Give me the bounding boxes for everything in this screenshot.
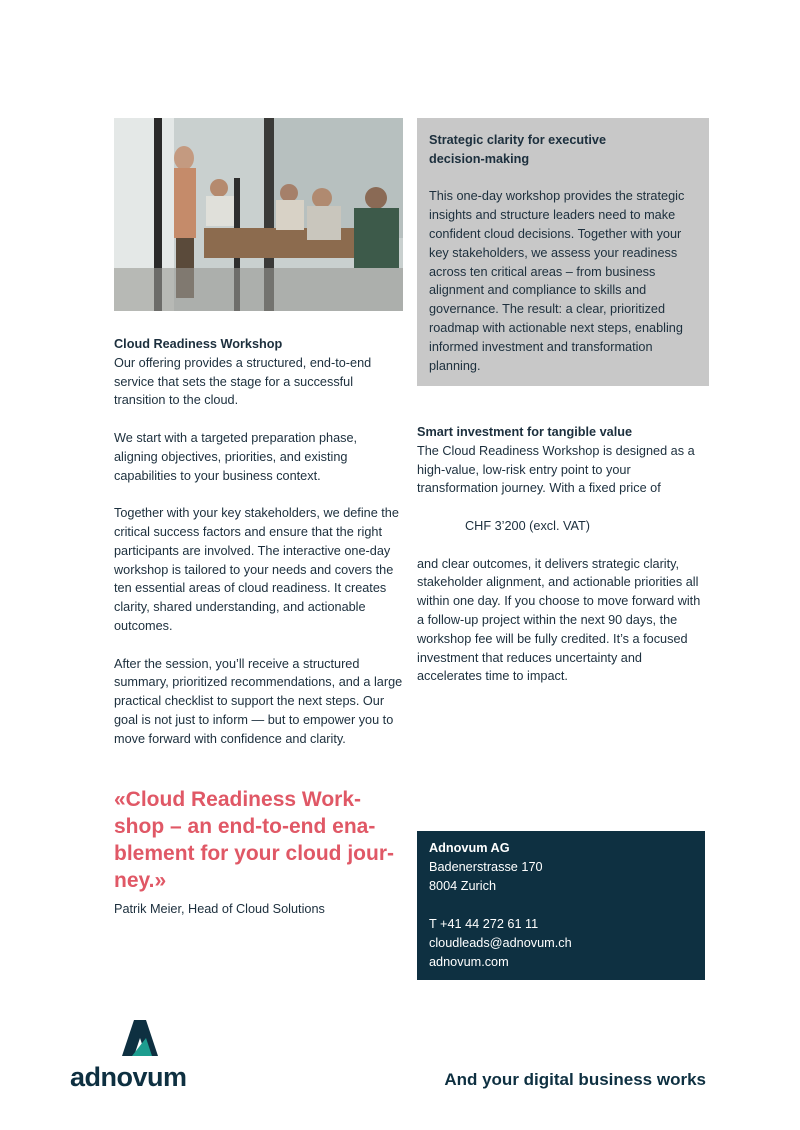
intro-box (417, 118, 709, 386)
email-link[interactable]: cloudleads@adnovum.ch (429, 936, 572, 950)
workshop-photo (114, 118, 403, 311)
city: 8004 Zurich (429, 879, 496, 893)
right-column (417, 423, 709, 705)
phone: T +41 44 272 61 11 (429, 917, 539, 931)
adnovum-logo (70, 1018, 200, 1092)
street: Badenerstrasse 170 (429, 860, 543, 874)
left-column (114, 335, 404, 767)
quote-author: Patrik Meier, Head of Cloud Solutions (114, 902, 325, 916)
paragraph: After the session, you’ll receive a structured summary, prioritized recommendations, and a large practical checklist to support the next steps. Our goal is not just to inform — but to empower you to move forward with confidence and clarity. (114, 656, 403, 746)
paragraph: The Cloud Readiness Workshop is designed as a high-value, low-risk entry point to your transformation journey. With a fixed price of (417, 443, 695, 496)
paragraph: Our offering provides a structured, end-to-end service that sets the stage for a successful transition to the cloud. (114, 355, 372, 408)
paragraph: and clear outcomes, it delivers strategic clarity, stakeholder alignment, and actionable priorities all within one day. If you choose to move forward with a follow-up project within the next 90 days, the workshop fee will be fully credited. It’s a focused investment that reduces uncertainty and accelerates time to impact. (417, 556, 701, 684)
logo-wordmark: adnovum (70, 1062, 187, 1092)
logo-mark-icon (110, 1018, 170, 1058)
intro-body: This one-day workshop provides the strategic insights and structure leaders need to make confident cloud decisions. Together with your key stakeholders, we assess your readiness across ten critical areas – from business alignment and compliance to skills and governance. The result: a clear, prioritized roadmap with actionable next steps, enabling informed investment and transformation planning. (429, 189, 685, 373)
company-name: Adnovum AG (429, 841, 510, 855)
website-link[interactable]: adnovum.com (429, 955, 509, 969)
section-heading: Smart investment for tangible value (417, 425, 633, 439)
paragraph: Together with your key stakeholders, we define the critical success factors and ensure that the right participants are involved. The interactive one-day workshop is tailored to your needs and covers the ten essential areas of cloud readiness. It creates clarity, shared understanding, and actionable outcomes. (114, 506, 399, 633)
contact-box (417, 831, 705, 980)
tagline: And your digital business works (444, 1070, 706, 1089)
section-heading: Cloud Readiness Workshop (114, 337, 283, 351)
intro-heading: Strategic clarity for executive decision-making (429, 133, 606, 166)
pull-quote: «Cloud Readiness Work- shop – an end-to-end ena- blement for your cloud jour- ney.» (114, 788, 395, 892)
price: CHF 3’200 (excl. VAT) (465, 518, 591, 533)
paragraph: We start with a targeted preparation phase, aligning objectives, priorities, and existing capabilities to your business context. (114, 430, 358, 483)
